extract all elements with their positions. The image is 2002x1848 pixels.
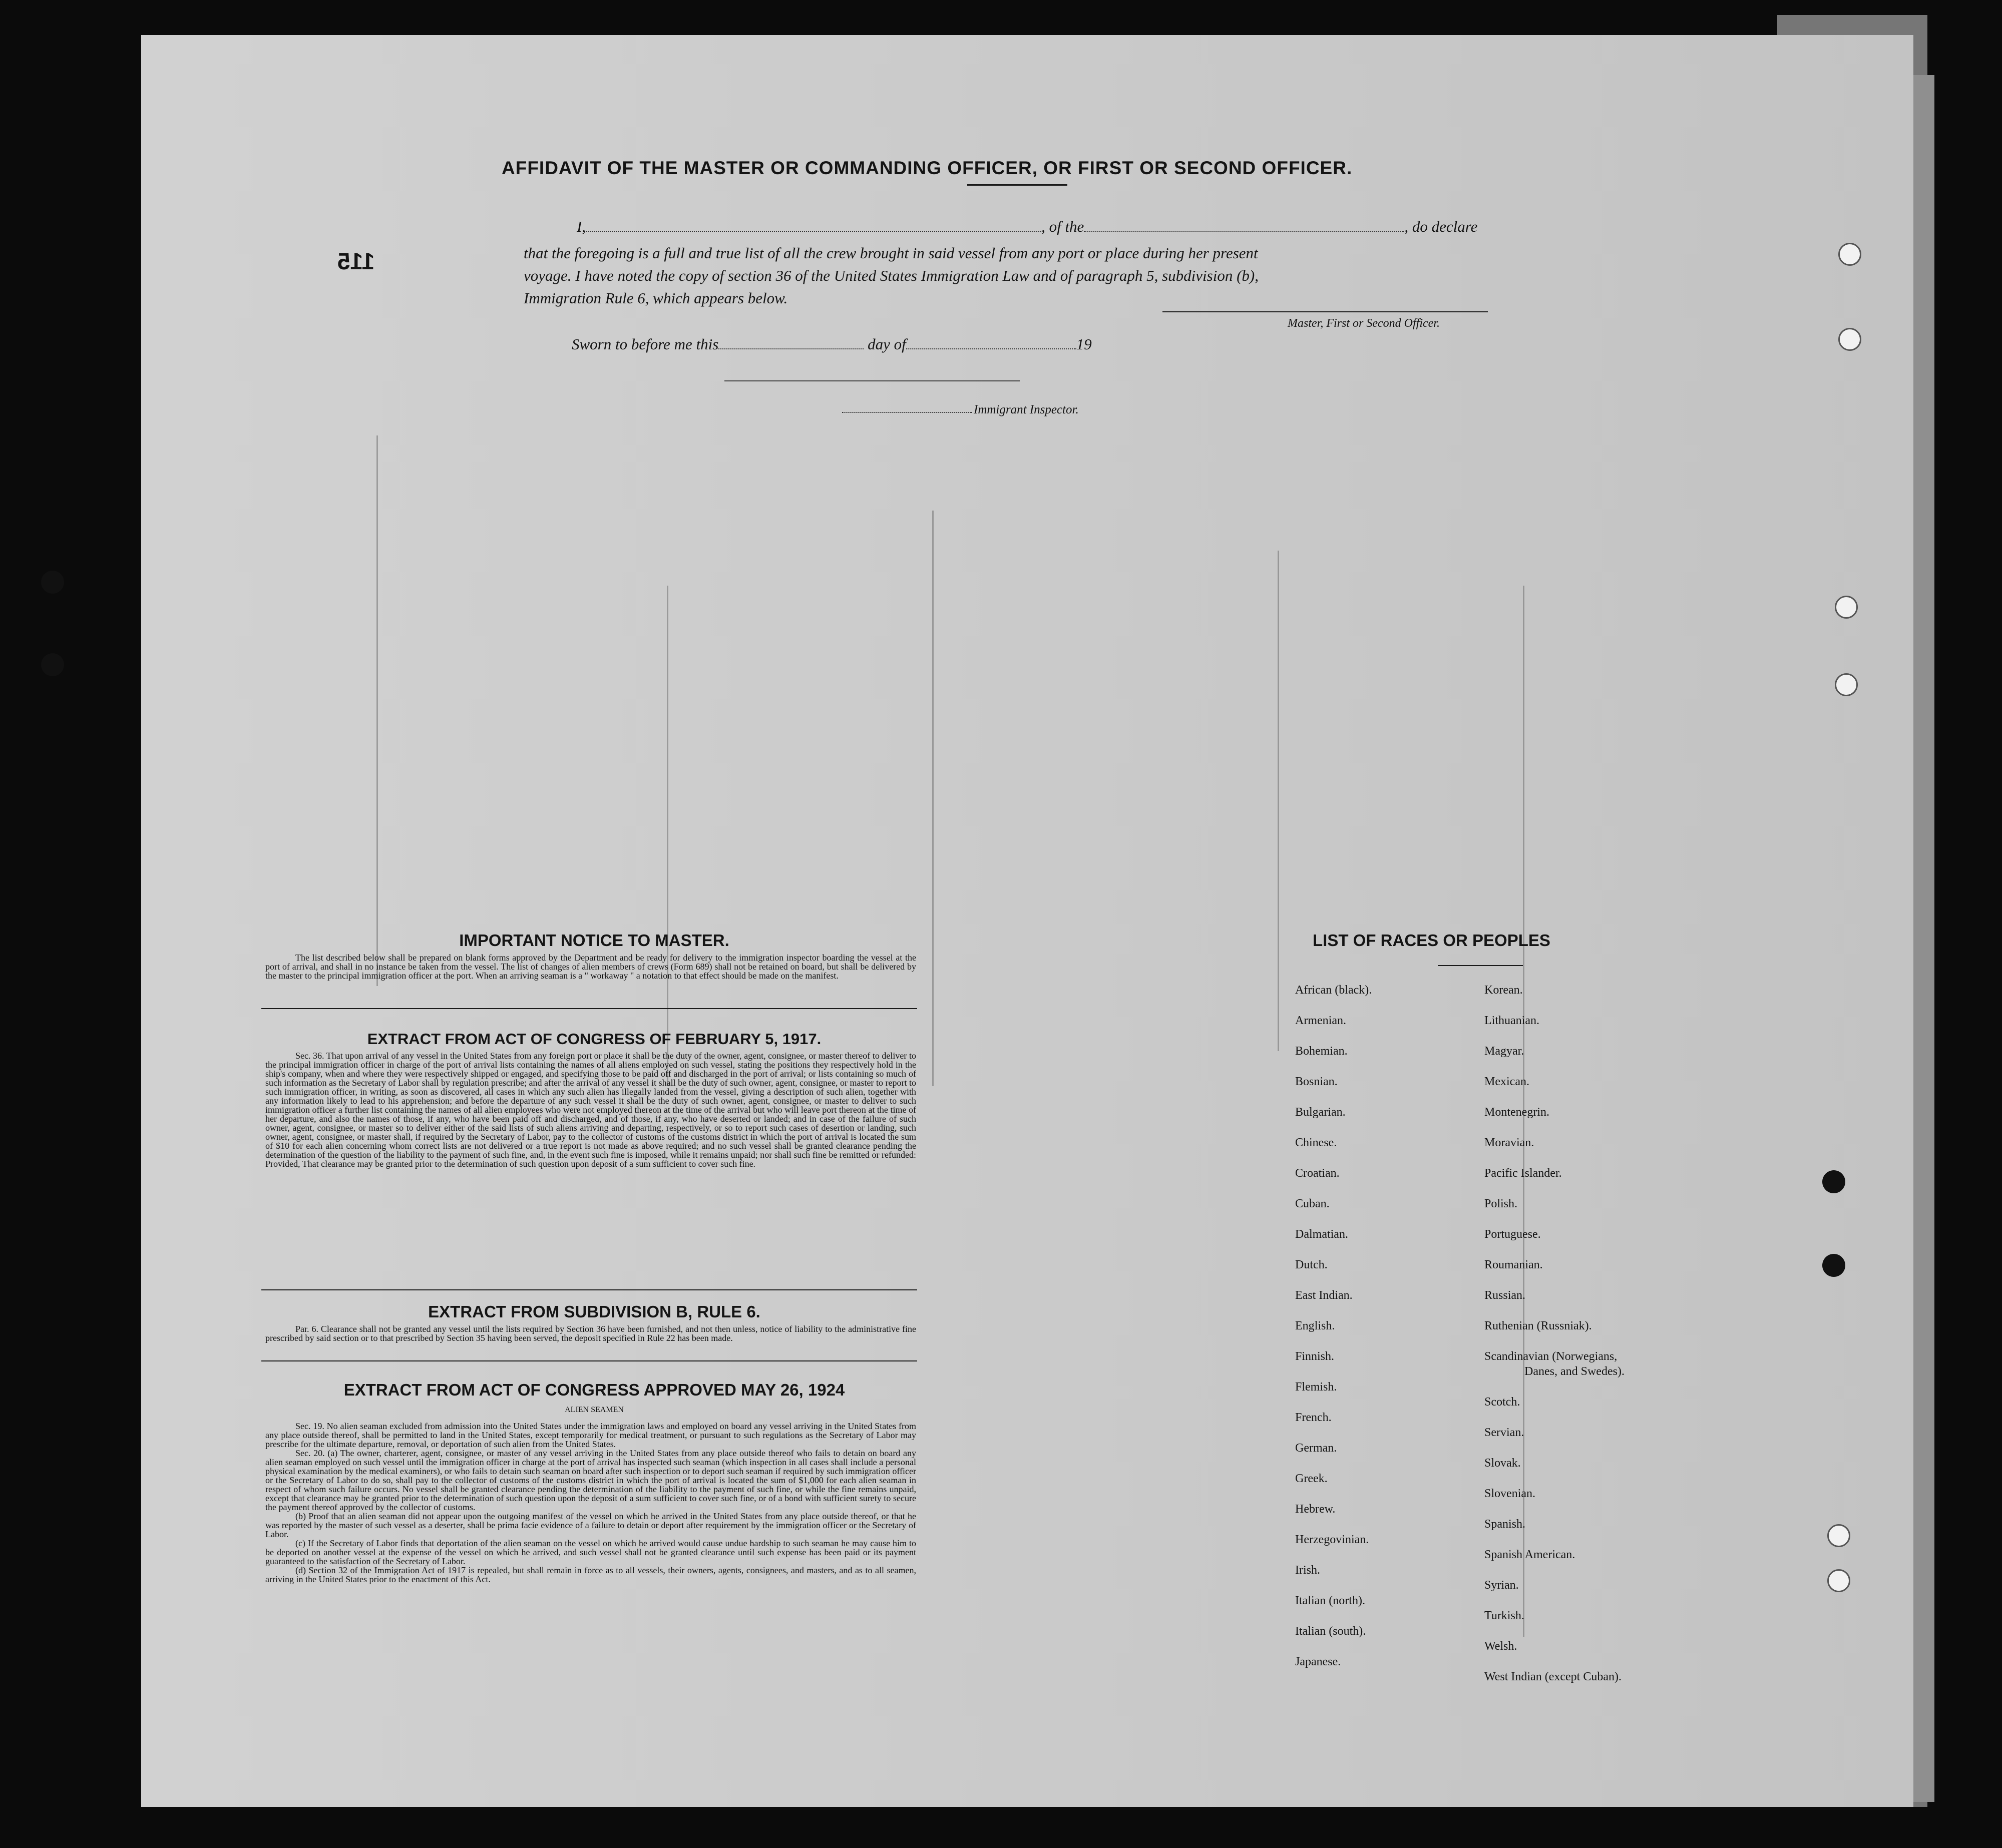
race-item: Russian. — [1484, 1289, 1526, 1302]
race-item: Portuguese. — [1484, 1228, 1541, 1241]
section-rule — [261, 1008, 917, 1009]
binder-hole — [1822, 1254, 1845, 1277]
bleed-through-line — [667, 586, 668, 1086]
section-rule — [261, 1360, 917, 1361]
binder-hole — [1822, 1170, 1845, 1193]
race-item: African (black). — [1295, 984, 1372, 997]
notice-title: IMPORTANT NOTICE TO MASTER. — [459, 931, 729, 950]
extract-rule6-body — [265, 1324, 916, 1342]
binder-hole — [1835, 596, 1858, 619]
extract-1917-title: EXTRACT FROM ACT OF CONGRESS OF FEBRUARY 5, 1917. — [367, 1030, 822, 1048]
officer-signature-line[interactable] — [1162, 311, 1488, 312]
race-item: Spanish American. — [1484, 1548, 1575, 1561]
race-item: Flemish. — [1295, 1380, 1337, 1394]
affidavit-line-1 — [577, 218, 1678, 236]
race-item: Italian (north). — [1295, 1594, 1365, 1607]
race-item: French. — [1295, 1411, 1332, 1424]
race-item: Scandinavian (Norwegians, — [1484, 1350, 1618, 1363]
race-item: Bosnian. — [1295, 1075, 1338, 1088]
race-item: Lithuanian. — [1484, 1014, 1539, 1027]
race-item: Dutch. — [1295, 1258, 1328, 1271]
notice-text: The list described below shall be prepared on blank forms approved by the Department and be ready for delivery to the immigration inspector boarding the vessel at the port of arrival, and shall in no instance be taken from the vessel. The list of changes of alien members of crews (Form 689) shall not be retained on board, but shall be delivered by the master to the principal immigration officer at the port. When an arriving seaman is a " workaway " a notation to that effect should be made on the manifest. — [265, 953, 916, 981]
affidavit-title: AFFIDAVIT OF THE MASTER OR COMMANDING OFFICER, OR FIRST OR SECOND OFFICER. — [502, 158, 1353, 178]
binder-hole — [1838, 328, 1861, 351]
races-title: LIST OF RACES OR PEOPLES — [1313, 931, 1550, 950]
sec36-text: Sec. 36. That upon arrival of any vessel in the United States from any foreign port or place it shall be the duty of the owner, agent, consignee, or master thereof to deliver to the principal immigration officer in charge of the port of arrival lists containing the names of all aliens employed on such vessel, stating the positions they respectively hold in the ship's company, when and where they were respectively shipped or engaged, and specifying those to be paid off and discharged in the port of arrival; or lists containing so much of such information as the Secretary of Labor shall by regulation prescribe; and after the arrival of any vessel it shall be the duty of such owner, agent, consignee, or master to report to such immigration officer, in writing, as soon as discovered, all cases in which any such alien has illegally landed from the vessel, giving a description of such alien, together with any information likely to lead to his apprehension; and before the departure of any such vessel it shall be the duty of such owner, agent, consignee, or master to deliver to such immigration officer a further list containing the names of all alien employees who were not employed thereon at the time of the arrival but who will leave port thereon at the time of her departure, and also the names of those, if any, who have been paid off and discharged, and of those, if any, who have deserted or landed; and in case of the failure of such owner, agent, consignee, or master so to deliver either of the said lists of such aliens arriving and departing, respectively, or so to report such cases of desertion or landing, such owner, agent, consignee, or master shall, if required by the Secretary of Labor, pay to the collector of customs of the customs district in which the port of arrival is located the sum of $10 for each alien concerning whom correct lists are not delivered or a true report is not made as above required; and no such vessel shall be granted clearance pending the determination of the question of the liability to the payment of such fine, and, in the event such fine is imposed, while it remains unpaid; nor shall such fine be remitted or refunded: Provided, That clearance may be granted prior to the determination of such question upon deposit of a sum sufficient to cover such fine. — [265, 1051, 916, 1169]
par6-text: Par. 6. Clearance shall not be granted any vessel until the lists required by Section 36 have been furnished, and not then unless, notice of liability to the administrative fine prescribed by said section or to that prescribed by Section 35 having been served, the deposit specified in Rule 22 has been made. — [265, 1324, 916, 1343]
extract-1924-title: EXTRACT FROM ACT OF CONGRESS APPROVED MAY 26, 1924 — [343, 1380, 845, 1399]
race-item: Slovak. — [1484, 1457, 1521, 1470]
race-item: Japanese. — [1295, 1655, 1341, 1668]
race-item: Magyar. — [1484, 1045, 1524, 1058]
sec20b-text: (b) Proof that an alien seaman did not appear upon the outgoing manifest of the vessel on which he arrived in the United States from any place outside thereof, or that he was reported by the master of such vessel as a deserter, shall be prima facie evidence of a failure to detain or deport after requirement by the immigration officer or the Secretary of Labor. — [265, 1511, 916, 1539]
sworn-line — [572, 335, 1092, 353]
race-item: Moravian. — [1484, 1136, 1534, 1149]
race-item: Mexican. — [1484, 1075, 1529, 1088]
notice-body — [265, 953, 916, 980]
sec19-text: Sec. 19. No alien seaman excluded from admission into the United States under the immigration laws and employed on board any vessel arriving in the United States from any place outside thereof, shall be permitted to land in the United States, except temporarily for medical treatment, or pursuant to such regulations as the Secretary of Labor may prescribe for the ultimate departure, removal, or deportation of such alien from the United States. — [265, 1421, 916, 1449]
race-item: Roumanian. — [1484, 1258, 1543, 1271]
bleed-through-line — [1278, 551, 1279, 1051]
binder-hole — [1827, 1569, 1850, 1592]
sec20a-text: Sec. 20. (a) The owner, charterer, agent, consignee, or master of any vessel arriving in the United States from any place outside thereof who fails to detain on board any alien seaman employed on such vessel until the immigration officer in charge at the port of arrival has inspected such seaman (which inspection in all cases shall include a personal physical examination by the medical examiners), or who fails to detain such seaman on board after such inspection or to deport such seaman if required by such immigration officer or the Secretary of Labor to do so, shall pay to the collector of customs of the customs district in which the port of arrival is located the sum of $1,000 for each alien seaman in respect of whom such failure occurs. No vessel shall be granted clearance pending the determination of the liability to the payment of such fine, or while the fine remains unpaid, except that clearance may be granted prior to the determination of such question upon the deposit of a sum sufficient to cover such fine, or of a bond with sufficient surety to secure the payment thereof approved by the collector of customs. — [265, 1448, 916, 1512]
race-item: Bulgarian. — [1295, 1106, 1346, 1119]
race-item: Servian. — [1484, 1426, 1524, 1439]
inspector-blank[interactable] — [842, 411, 972, 413]
vessel-blank[interactable] — [1084, 230, 1404, 232]
day-of-label: day of — [868, 335, 906, 353]
race-item: Cuban. — [1295, 1197, 1330, 1210]
extract-1924-body — [265, 1422, 916, 1584]
extract-1917-body — [265, 1051, 916, 1168]
race-item: Turkish. — [1484, 1609, 1524, 1622]
binder-hole — [1838, 243, 1861, 266]
race-item: Spanish. — [1484, 1518, 1526, 1531]
title-rule — [1438, 965, 1523, 966]
inspector-caption: Immigrant Inspector. — [974, 403, 1079, 416]
sworn-label: Sworn to before me this — [572, 335, 719, 353]
sec20c-text: (c) If the Secretary of Labor finds that deportation of the alien seaman on the vessel on which he arrived would cause undue hardship to such seaman he may cause him to be deported on another vessel at the expense of the vessel on which he arrived, and such vessel shall not be granted clearance until such expense has been paid or its payment guaranteed to the satisfaction of the Secretary of Labor. — [265, 1538, 916, 1566]
races-right-column — [1484, 984, 1625, 1701]
affidavit-i: I, — [577, 218, 586, 235]
document-page — [141, 35, 1913, 1807]
race-item: Korean. — [1484, 984, 1523, 997]
race-item: Syrian. — [1484, 1579, 1519, 1592]
race-item: German. — [1295, 1442, 1337, 1455]
title-rule — [967, 184, 1067, 186]
binder-hole — [1827, 1524, 1850, 1547]
year-label: 19 — [1076, 335, 1092, 353]
race-item: Irish. — [1295, 1564, 1320, 1577]
race-item: Chinese. — [1295, 1136, 1337, 1149]
race-item: Bohemian. — [1295, 1045, 1348, 1058]
race-item: Croatian. — [1295, 1167, 1340, 1180]
affidavit-line-4: Immigration Rule 6, which appears below. — [524, 289, 788, 307]
section-rule — [261, 1289, 917, 1290]
race-item: Welsh. — [1484, 1640, 1517, 1653]
name-blank[interactable] — [586, 230, 1041, 232]
affidavit-line-2: that the foregoing is a full and true list of all the crew brought in said vessel from any port or place during her present — [524, 244, 1258, 262]
race-item: Hebrew. — [1295, 1503, 1336, 1516]
sworn-day-blank[interactable] — [718, 348, 864, 349]
alien-seamen-subtitle: ALIEN SEAMEN — [565, 1406, 624, 1414]
race-item: Danes, and Swedes). — [1524, 1365, 1625, 1378]
race-item: East Indian. — [1295, 1289, 1353, 1302]
inspector-signature-line[interactable] — [724, 380, 1020, 381]
race-item: Dalmatian. — [1295, 1228, 1348, 1241]
race-item: Ruthenian (Russniak). — [1484, 1319, 1592, 1332]
race-item: West Indian (except Cuban). — [1484, 1670, 1622, 1683]
race-item: Armenian. — [1295, 1014, 1346, 1027]
affidavit-do-declare: , do declare — [1404, 218, 1478, 235]
race-item: Polish. — [1484, 1197, 1518, 1210]
bleed-through-line — [376, 435, 378, 986]
race-item: Italian (south). — [1295, 1625, 1366, 1638]
sworn-month-blank[interactable] — [906, 348, 1076, 349]
race-item: Greek. — [1295, 1472, 1328, 1485]
races-left-column — [1295, 984, 1372, 1686]
affidavit-line-3: voyage. I have noted the copy of section 36 of the United States Immigration Law and of paragraph 5, subdivision (b), — [524, 267, 1259, 284]
race-item: Montenegrin. — [1484, 1106, 1549, 1119]
page-number-mark: 115 — [337, 248, 375, 274]
race-item: Finnish. — [1295, 1350, 1335, 1363]
race-item: Pacific Islander. — [1484, 1167, 1562, 1180]
officer-caption: Master, First or Second Officer. — [1288, 317, 1440, 330]
binder-hole — [41, 653, 64, 676]
race-item: Slovenian. — [1484, 1487, 1535, 1500]
race-item: English. — [1295, 1319, 1335, 1332]
binder-hole — [41, 571, 64, 594]
affidavit-of-the: , of the — [1041, 218, 1084, 235]
binder-hole — [1835, 673, 1858, 696]
sec20d-text: (d) Section 32 of the Immigration Act of 1917 is repealed, but shall remain in force as to all vessels, their owners, agents, consignees, and masters, and as to all seamen, arriving in the United States prior to the enactment of this Act. — [265, 1565, 916, 1584]
bleed-through-line — [932, 511, 934, 1086]
race-item: Scotch. — [1484, 1396, 1520, 1409]
race-item: Herzegovinian. — [1295, 1533, 1369, 1546]
extract-rule6-title: EXTRACT FROM SUBDIVISION B, RULE 6. — [428, 1302, 760, 1321]
